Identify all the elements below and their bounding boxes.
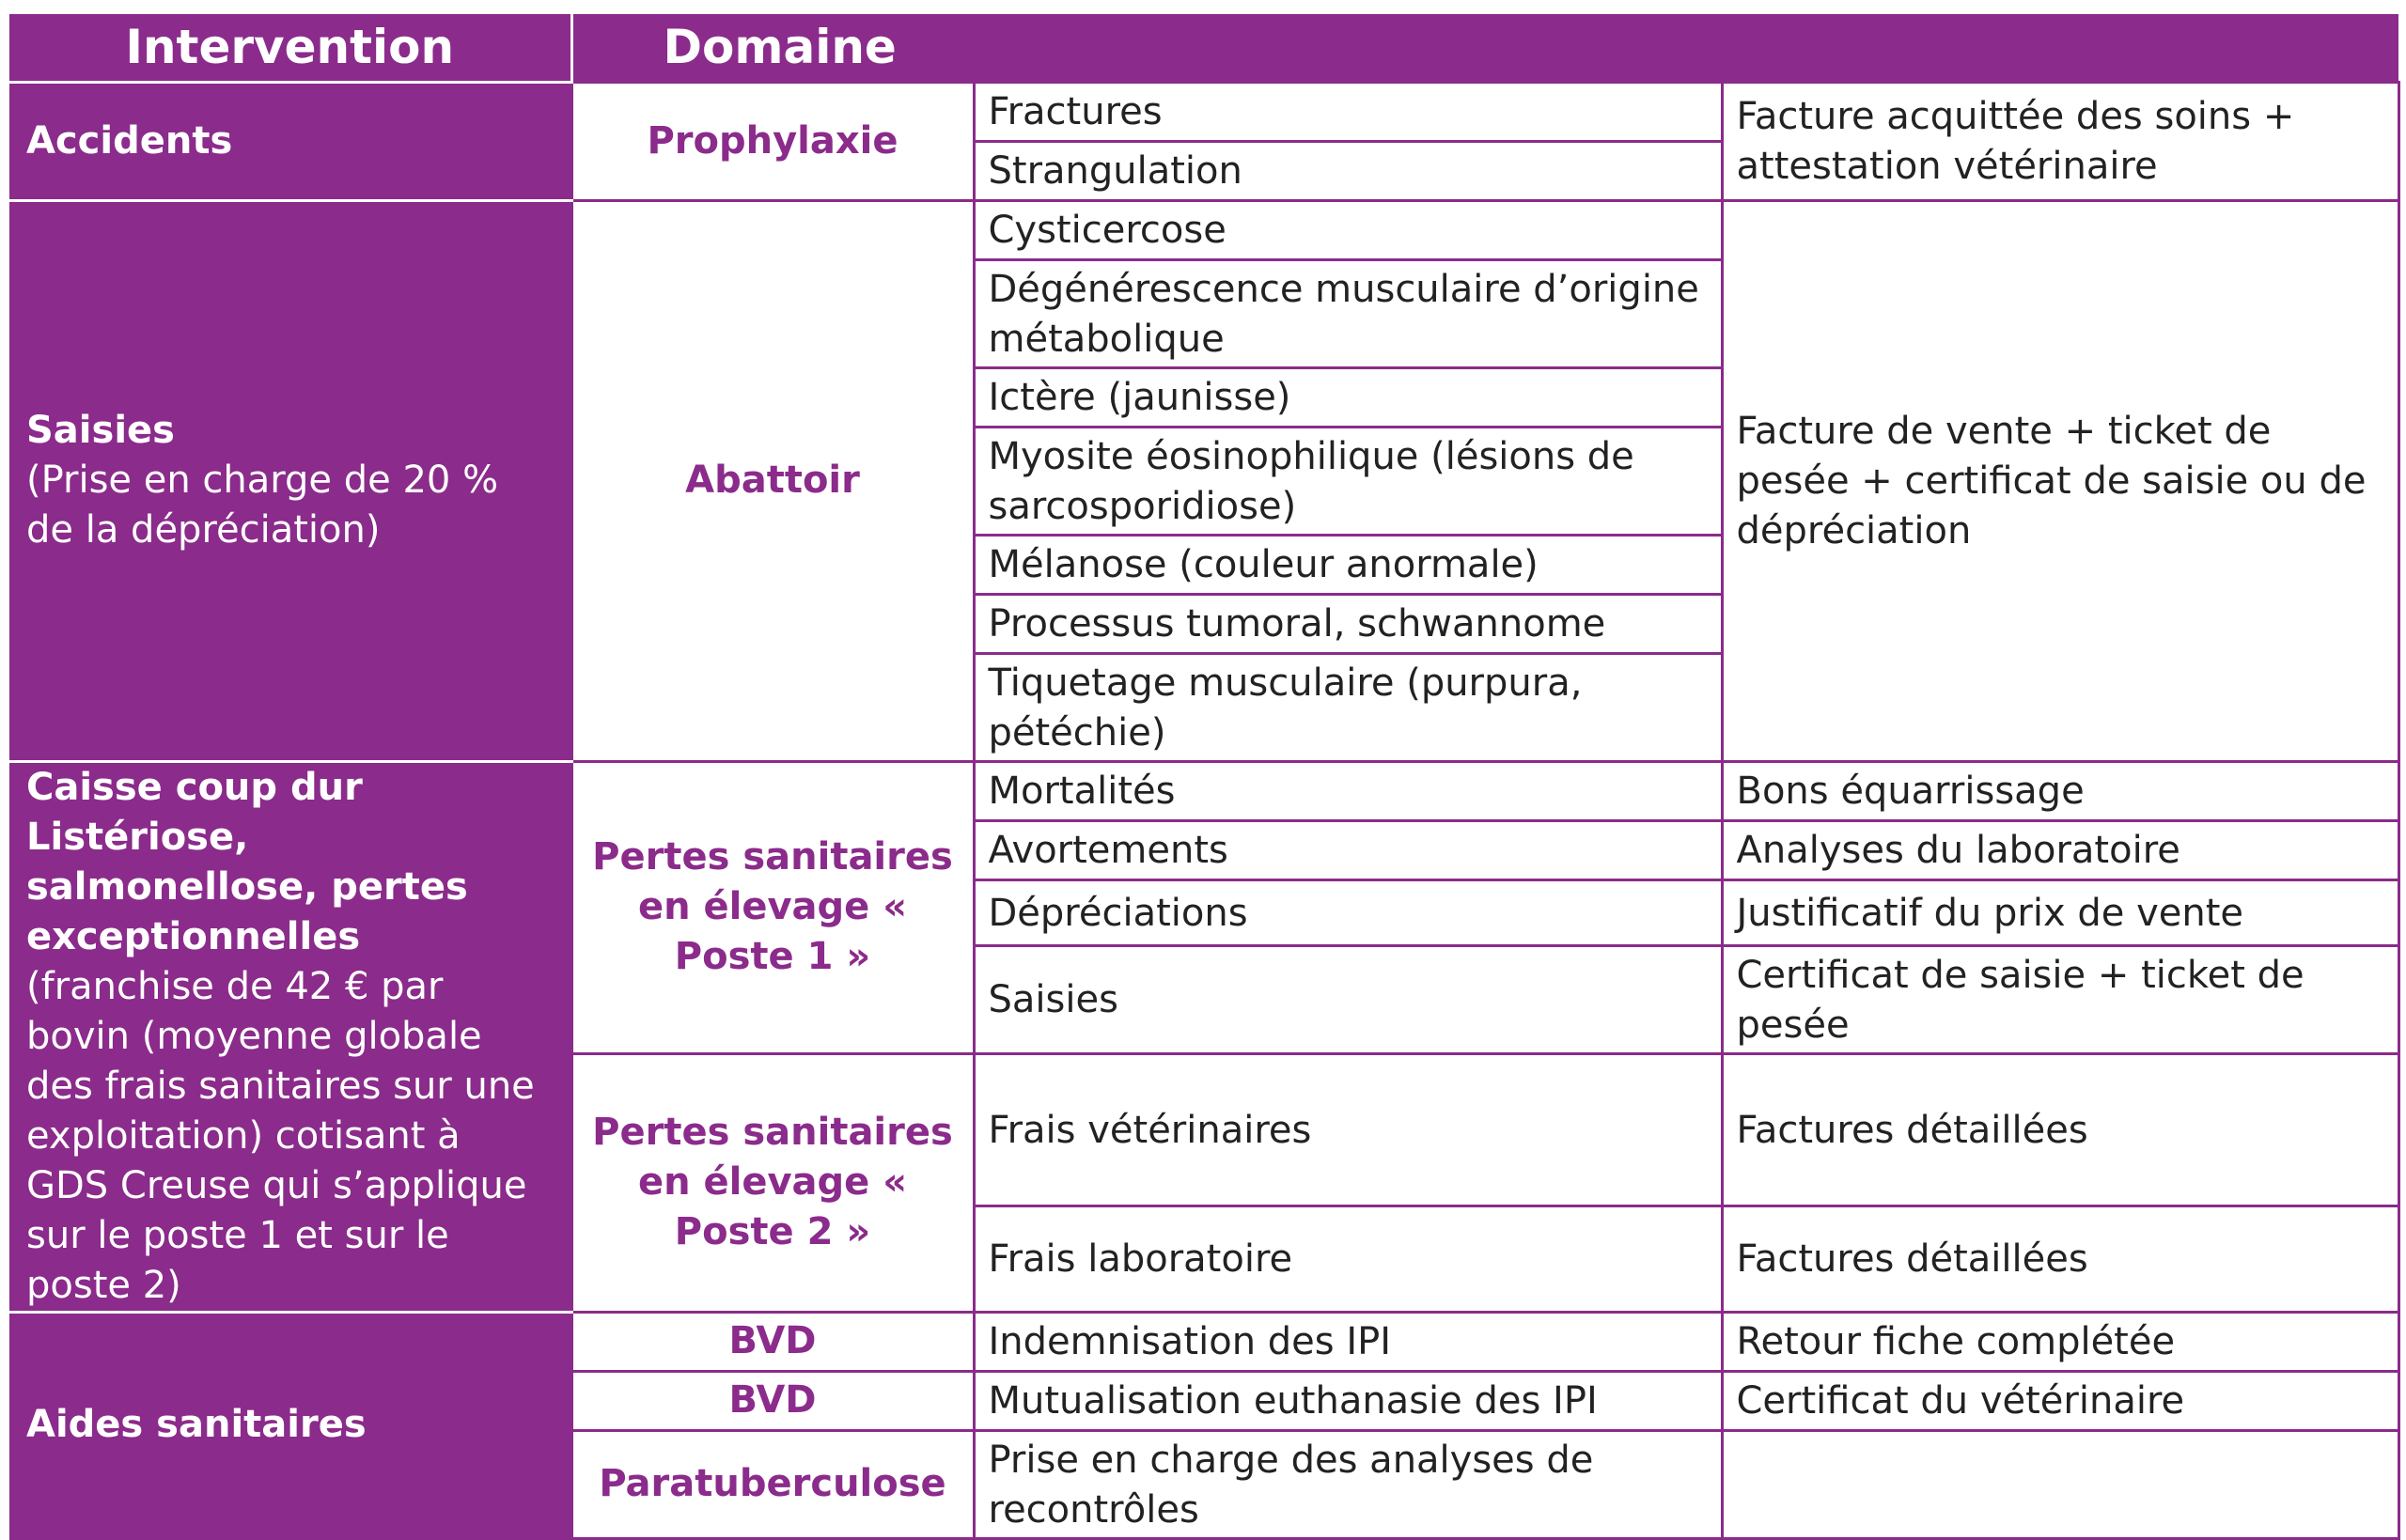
item-cell: Indemnisation des IPI <box>974 1312 1722 1371</box>
doc-cell: Factures détaillées <box>1722 1053 2398 1206</box>
doc-cell: Certificat de saisie + ticket de pesée <box>1722 945 2398 1053</box>
item-cell: Avortements <box>974 820 1722 879</box>
item-cell: Mortalités <box>974 761 1722 820</box>
doc-cell: Certificat du vétérinaire <box>1722 1371 2398 1430</box>
caisse-note: (franchise de 42 € par bovin (moyenne globale des frais sanitaires sur une exploitation) cotisant à GDS Creuse qui s’applique sur le poste 1 et sur le poste 2) <box>26 964 535 1307</box>
saisies-note: (Prise en charge de 20 % de la dépréciation) <box>26 459 499 552</box>
doc-cell: Retour fiche complétée <box>1722 1312 2398 1371</box>
intervention-table <box>9 14 2400 1540</box>
accidents-title: Accidents <box>26 118 233 163</box>
item-cell: Mutualisation euthanasie des IPI <box>974 1371 1722 1430</box>
aides-domain: BVD <box>571 1312 974 1371</box>
table-row <box>9 82 2398 141</box>
accidents-domain: Prophylaxie <box>571 82 974 200</box>
header-domaine: Domaine <box>571 14 2398 82</box>
doc-cell: Analyses du laboratoire <box>1722 820 2398 879</box>
item-cell: Frais laboratoire <box>974 1206 1722 1312</box>
aides-title: Aides sanitaires <box>26 1403 367 1446</box>
item-cell: Cysticercose <box>974 200 1722 259</box>
aides-domain: BVD <box>571 1371 974 1430</box>
saisies-cell <box>9 200 571 761</box>
item-cell: Processus tumoral, schwannome <box>974 594 1722 653</box>
poste2-domain: Pertes sanitaires en élevage « Poste 2 » <box>571 1053 974 1312</box>
header-intervention: Intervention <box>9 14 571 82</box>
doc-cell: Justificatif du prix de vente <box>1722 879 2398 945</box>
caisse-cell <box>9 761 571 1312</box>
caisse-title: Caisse coup dur Listériose, salmonellose, pertes exceptionnelles <box>26 765 468 958</box>
header-row <box>9 14 2398 82</box>
doc-cell: Bons équarrissage <box>1722 761 2398 820</box>
item-cell: Saisies <box>974 945 1722 1053</box>
saisies-domain: Abattoir <box>571 200 974 761</box>
doc-cell <box>1722 1430 2398 1538</box>
accidents-cell <box>9 82 571 200</box>
item-cell: Strangulation <box>974 141 1722 200</box>
item-cell: Prise en charge des analyses de recontrôles <box>974 1430 1722 1538</box>
item-cell: Mélanose (couleur anormale) <box>974 535 1722 594</box>
item-cell: Fractures <box>974 82 1722 141</box>
table-row <box>9 200 2398 259</box>
poste1-domain: Pertes sanitaires en élevage « Poste 1 » <box>571 761 974 1053</box>
doc-cell: Facture de vente + ticket de pesée + certificat de saisie ou de dépréciation <box>1722 200 2398 761</box>
item-cell: Myosite éosinophilique (lésions de sarcosporidiose) <box>974 427 1722 535</box>
item-cell: Ictère (jaunisse) <box>974 367 1722 427</box>
table-row <box>9 761 2398 820</box>
doc-cell: Factures détaillées <box>1722 1206 2398 1312</box>
saisies-title: Saisies <box>26 409 175 452</box>
table-row <box>9 1312 2398 1371</box>
aides-domain: Paratuberculose <box>571 1430 974 1538</box>
item-cell: Dépréciations <box>974 879 1722 945</box>
aides-cell <box>9 1312 571 1538</box>
item-cell: Frais vétérinaires <box>974 1053 1722 1206</box>
item-cell: Tiquetage musculaire (purpura, pétéchie) <box>974 653 1722 761</box>
item-cell: Dégénérescence musculaire d’origine métabolique <box>974 259 1722 367</box>
doc-cell: Facture acquittée des soins + attestation vétérinaire <box>1722 82 2398 200</box>
intervention-table-container <box>9 14 2398 1532</box>
